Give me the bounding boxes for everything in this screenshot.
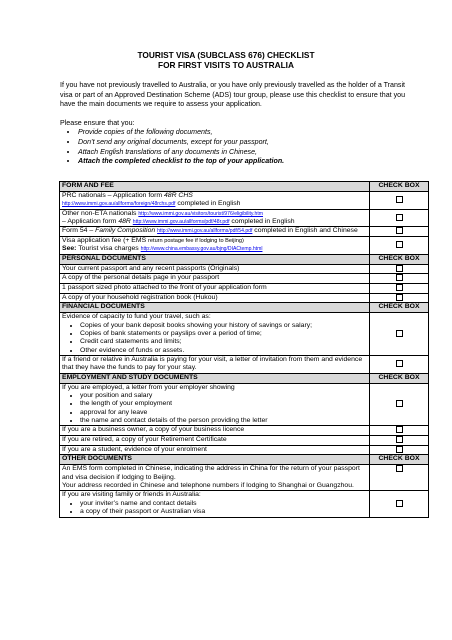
section-heading: FORM AND FEE xyxy=(60,182,370,192)
table-row xyxy=(60,426,429,436)
eligibility-link[interactable]: http://www.immi.gov.au/visitors/tourist/976/eligibility.htm xyxy=(138,210,263,217)
row-capacity-to-fund: Evidence of capacity to fund your travel, such as: • Copies of your bank deposit books showing your history of savings or salary; • Copies of bank statements or payslips over a period of time; • Credit card statements and limits; • Other evidence of funds or assets. xyxy=(60,313,370,356)
check-box-header: CHECK BOX xyxy=(370,303,429,313)
document-title-line2: FOR FIRST VISITS TO AUSTRALIA xyxy=(158,60,294,70)
checkbox[interactable] xyxy=(396,436,403,443)
table-row xyxy=(60,293,429,303)
section-heading: FINANCIAL DOCUMENTS xyxy=(60,303,370,313)
row-passport: Your current passport and any recent passports (Originals) xyxy=(60,264,370,274)
section-header-other xyxy=(60,455,429,465)
checkbox[interactable] xyxy=(396,426,403,433)
ensure-item: • Attach the completed checklist to the top of your application. xyxy=(78,157,412,167)
form-48r-link[interactable]: http://www.immi.gov.au/allforms/pdf/48r.pdf xyxy=(132,219,230,226)
ensure-item: • Don’t send any original documents, except for your passport, xyxy=(78,138,412,148)
list-item: • Copies of bank statements or payslips over a period of time; xyxy=(80,330,367,338)
table-row xyxy=(60,209,429,227)
checkbox[interactable] xyxy=(396,274,403,281)
check-box-header: CHECK BOX xyxy=(370,182,429,192)
checkbox[interactable] xyxy=(396,265,403,272)
section-heading: PERSONAL DOCUMENTS xyxy=(60,254,370,264)
table-row xyxy=(60,383,429,426)
table-row xyxy=(60,313,429,356)
row-retired: If you are retired, a copy of your Retirement Certificate xyxy=(60,436,370,446)
row-ems-form: An EMS form completed in Chinese, indicating the address in China for the return of your passport and visa decision if lodging to Beijing. Your address recorded in Chinese and telephone numbers if lodging to Shanghai or Guangzhou. xyxy=(60,465,370,491)
row-relative-paying: If a friend or relative in Australia is paying for your visit, a letter of invitation from them and evidence that they have the funds to pay for your stay. xyxy=(60,356,370,374)
checkbox[interactable] xyxy=(396,294,403,301)
row-business-owner: If you are a business owner, a copy of your business licence xyxy=(60,426,370,436)
section-header-form-fee xyxy=(60,182,429,192)
form-48rchs-link[interactable]: http://www.immi.gov.au/allforms/foreign/48rchs.pdf xyxy=(62,201,176,208)
table-row xyxy=(60,237,429,255)
ensure-label: Please ensure that you: xyxy=(60,118,135,127)
section-heading: EMPLOYMENT AND STUDY DOCUMENTS xyxy=(60,373,370,383)
checkbox[interactable] xyxy=(396,360,403,367)
row-prc-application-form: PRC nationals – Application form 48R CHS http://www.immi.gov.au/allforms/foreign/48rchs.pdf completed in English xyxy=(60,192,370,210)
row-other-nationals-form: Other non-ETA nationals http://www.immi.gov.au/visitors/tourist/976/eligibility.htm – Application form 48R http://www.immi.gov.au/allforms/pdf/48r.pdf completed in English xyxy=(60,209,370,227)
row-hukou: A copy of your household registration book (Hukou) xyxy=(60,293,370,303)
intro-block xyxy=(60,81,412,167)
list-item: • the name and contact details of the person providing the letter xyxy=(80,417,367,425)
check-box-header: CHECK BOX xyxy=(370,373,429,383)
table-row xyxy=(60,465,429,491)
table-row xyxy=(60,227,429,237)
list-item: • your inviter’s name and contact details xyxy=(80,500,367,508)
checkbox[interactable] xyxy=(396,465,403,472)
visa-charges-link[interactable]: http://www.china.embassy.gov.au/bjng/DIACtemp.html xyxy=(140,246,263,253)
ensure-item: • Attach English translations of any documents in Chinese, xyxy=(78,148,412,158)
intro-paragraph: If you have not previously travelled to Australia, or you have only previously travelled as the holder of a Transit visa or part of an Approved Destination Scheme (ADS) tour group, please use this checklist to ensure that you have the main documents we require to assess your application. xyxy=(60,81,406,109)
ensure-list xyxy=(60,128,412,166)
checkbox[interactable] xyxy=(396,284,403,291)
list-item: • approval for any leave xyxy=(80,409,367,417)
checkbox[interactable] xyxy=(396,227,403,234)
checklist-table xyxy=(59,181,429,518)
table-row xyxy=(60,192,429,210)
row-passport-copy: A copy of the personal details page in your passport xyxy=(60,274,370,284)
document-title-line1: TOURIST VISA (SUBCLASS 676) CHECKLIST xyxy=(137,50,315,60)
section-header-financial xyxy=(60,303,429,313)
section-header-personal xyxy=(60,254,429,264)
table-row xyxy=(60,491,429,517)
checkbox[interactable] xyxy=(396,214,403,221)
table-row xyxy=(60,436,429,446)
row-visiting-family: If you are visiting family or friends in Australia: • your inviter’s name and contact details • a copy of their passport or Australian visa xyxy=(60,491,370,517)
list-item: • a copy of their passport or Australian visa xyxy=(80,508,367,516)
table-row xyxy=(60,284,429,294)
row-form-54: Form 54 – Family Composition http://www.immi.gov.au/allforms/pdf/54.pdf completed in English and Chinese xyxy=(60,227,370,237)
list-item: • your position and salary xyxy=(80,392,367,400)
table-row xyxy=(60,274,429,284)
check-box-header: CHECK BOX xyxy=(370,455,429,465)
checkbox[interactable] xyxy=(396,241,403,248)
list-item: • Other evidence of funds or assets. xyxy=(80,347,367,355)
section-header-employment xyxy=(60,373,429,383)
row-student: If you are a student, evidence of your enrolment xyxy=(60,445,370,455)
form-54-link[interactable]: http://www.immi.gov.au/allforms/pdf/54.pdf xyxy=(157,228,253,235)
row-photo: 1 passport sized photo attached to the front of your application form xyxy=(60,284,370,294)
row-employer-letter: If you are employed, a letter from your employer showing • your position and salary • the length of your employment • approval for any leave • the name and contact details of the person providing the letter xyxy=(60,383,370,426)
check-box-header: CHECK BOX xyxy=(370,254,429,264)
checkbox[interactable] xyxy=(396,400,403,407)
table-row xyxy=(60,445,429,455)
ensure-item: • Provide copies of the following documents, xyxy=(78,128,412,138)
list-item: • the length of your employment xyxy=(80,400,367,408)
table-row xyxy=(60,356,429,374)
checkbox[interactable] xyxy=(396,196,403,203)
checkbox[interactable] xyxy=(396,446,403,453)
table-row xyxy=(60,264,429,274)
list-item: • Credit card statements and limits; xyxy=(80,338,367,346)
row-visa-fee: Visa application fee (+ EMS return postage fee if lodging to Beijing) See: Tourist visa charges http://www.china.embassy.gov.au/bjng/DIACtemp.html xyxy=(60,237,370,255)
checkbox[interactable] xyxy=(396,500,403,507)
list-item: • Copies of your bank deposit books showing your history of savings or salary; xyxy=(80,322,367,330)
section-heading: OTHER DOCUMENTS xyxy=(60,455,370,465)
checkbox[interactable] xyxy=(396,330,403,337)
